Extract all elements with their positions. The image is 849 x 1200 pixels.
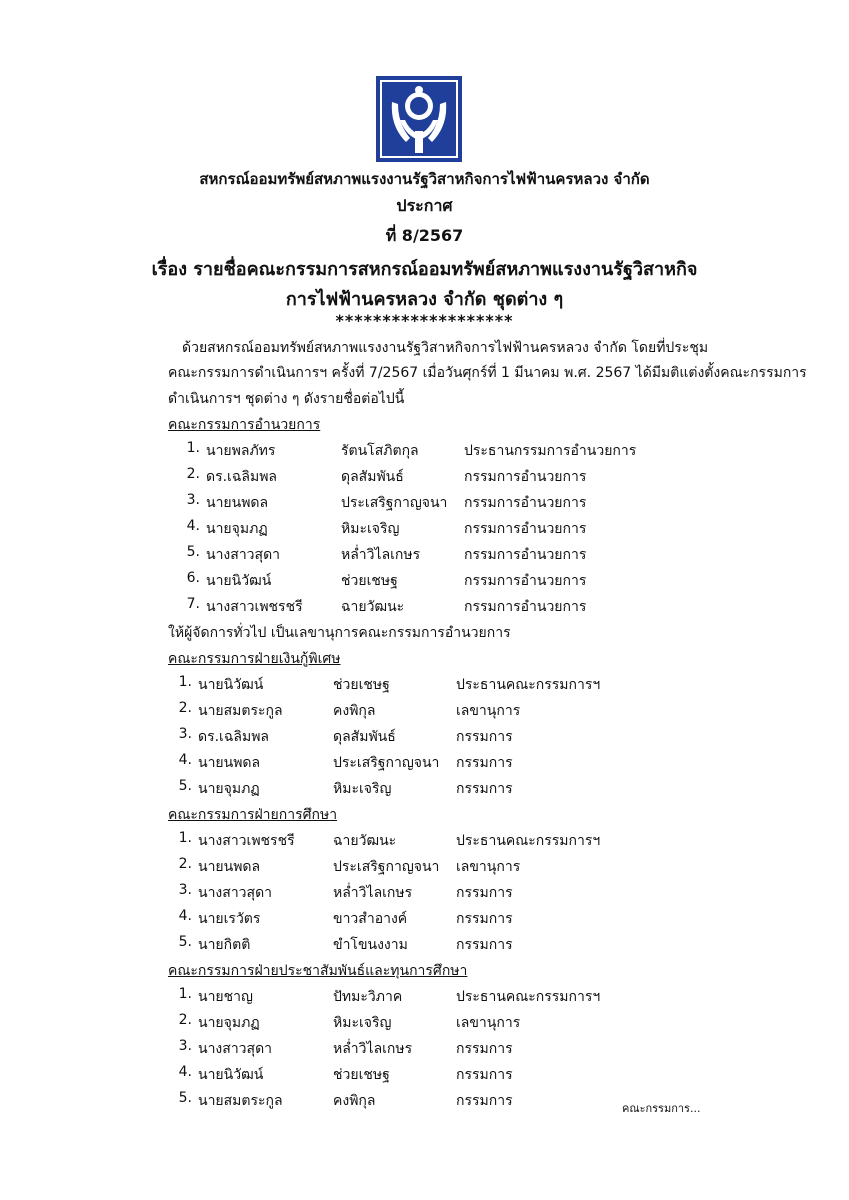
- member-last-name: ช่วยเชษฐ: [333, 677, 390, 693]
- member-last-name: ฉายวัฒนะ: [341, 599, 405, 615]
- member-position: กรรมการอำนวยการ: [464, 469, 587, 485]
- member-number: 1.: [178, 986, 192, 1002]
- member-number: 3.: [186, 492, 200, 508]
- member-position: ประธานคณะกรรมการฯ: [456, 989, 601, 1005]
- member-number: 5.: [178, 1090, 192, 1106]
- member-position: กรรมการ: [456, 911, 513, 927]
- member-position: กรรมการอำนวยการ: [464, 521, 587, 537]
- member-number: 3.: [178, 882, 192, 898]
- member-row: [168, 908, 648, 932]
- member-position: กรรมการ: [456, 937, 513, 953]
- member-first-name: นายจุมภฏ: [198, 781, 260, 797]
- member-row: [176, 596, 656, 620]
- member-first-name: นางสาวสุดา: [198, 885, 273, 901]
- secretary-note: ให้ผู้จัดการทั่วไป เป็นเลขานุการคณะกรรมการอำนวยการ: [168, 625, 511, 641]
- member-last-name: คงพิกุล: [333, 1093, 376, 1109]
- page-continuation: คณะกรรมการ...: [622, 1102, 701, 1115]
- member-position: ประธานคณะกรรมการฯ: [456, 677, 601, 693]
- member-number: 3.: [178, 1038, 192, 1054]
- member-first-name: นายพลภัทร: [206, 443, 276, 459]
- member-row: [176, 570, 656, 594]
- member-row: [168, 674, 648, 698]
- member-row: [168, 882, 648, 906]
- member-position: กรรมการ: [456, 1041, 513, 1057]
- member-position: ประธานกรรมการอำนวยการ: [464, 443, 637, 459]
- member-last-name: ฉายวัฒนะ: [333, 833, 397, 849]
- member-first-name: นายกิตติ: [198, 937, 251, 953]
- member-first-name: นายนิวัฒน์: [206, 573, 272, 589]
- member-last-name: ปัทมะวิภาค: [333, 989, 403, 1005]
- member-number: 5.: [178, 778, 192, 794]
- member-number: 7.: [186, 596, 200, 612]
- member-last-name: รัตนโสภิตกุล: [341, 443, 419, 459]
- member-last-name: ประเสริฐกาญจนา: [341, 495, 448, 511]
- member-number: 3.: [178, 726, 192, 742]
- member-first-name: นายชาญ: [198, 989, 253, 1005]
- member-number: 5.: [186, 544, 200, 560]
- member-position: กรรมการอำนวยการ: [464, 547, 587, 563]
- member-position: กรรมการ: [456, 755, 513, 771]
- member-row: [168, 752, 648, 776]
- member-row: [176, 440, 656, 464]
- member-last-name: ขำโขนงงาม: [333, 937, 408, 953]
- member-first-name: นายสมตระกูล: [198, 1093, 283, 1109]
- member-first-name: นายนพดล: [206, 495, 269, 511]
- member-row: [168, 986, 648, 1010]
- member-first-name: นายจุมภฏ: [198, 1015, 260, 1031]
- member-last-name: ประเสริฐกาญจนา: [333, 755, 440, 771]
- section-title-pr-scholarship: คณะกรรมการฝ่ายประชาสัมพันธ์และทุนการศึกษา: [168, 963, 468, 979]
- section-title-special-loans: คณะกรรมการฝ่ายเงินกู้พิเศษ: [168, 651, 341, 667]
- member-position: เลขานุการ: [456, 859, 521, 875]
- member-first-name: นายนพดล: [198, 755, 261, 771]
- separator-stars: *******************: [335, 311, 514, 330]
- member-row: [176, 544, 656, 568]
- member-position: เลขานุการ: [456, 703, 521, 719]
- section-title-education: คณะกรรมการฝ่ายการศึกษา: [168, 807, 338, 823]
- member-position: กรรมการอำนวยการ: [464, 573, 587, 589]
- member-position: ประธานคณะกรรมการฯ: [456, 833, 601, 849]
- announcement-number: ที่ 8/2567: [385, 226, 464, 245]
- member-first-name: นายนิวัฒน์: [198, 677, 264, 693]
- member-row: [168, 1012, 648, 1036]
- member-row: [168, 700, 648, 724]
- member-number: 1.: [178, 674, 192, 690]
- member-row: [176, 492, 656, 516]
- member-last-name: ดุลสัมพันธ์: [341, 469, 404, 485]
- member-last-name: หิมะเจริญ: [341, 521, 400, 537]
- member-row: [168, 778, 648, 802]
- member-first-name: นายจุมภฏ: [206, 521, 268, 537]
- member-row: [168, 856, 648, 880]
- member-row: [168, 1064, 648, 1088]
- member-position: กรรมการ: [456, 781, 513, 797]
- member-last-name: หิมะเจริญ: [333, 781, 392, 797]
- member-number: 4.: [186, 518, 200, 534]
- member-row: [176, 518, 656, 542]
- member-number: 5.: [178, 934, 192, 950]
- member-last-name: หล่ำวิไลเกษร: [333, 885, 413, 901]
- intro-line-2: คณะกรรมการดำเนินการฯ ครั้งที่ 7/2567 เมื่อวันศุกร์ที่ 1 มีนาคม พ.ศ. 2567 ได้มีมติแต่งตั้งคณะกรรมการ: [168, 365, 807, 381]
- member-number: 1.: [178, 830, 192, 846]
- member-first-name: นายเรวัตร: [198, 911, 261, 927]
- cooperative-logo-icon: [376, 76, 462, 162]
- member-number: 4.: [178, 1064, 192, 1080]
- member-position: กรรมการ: [456, 1067, 513, 1083]
- member-first-name: นางสาวเพชรชรี: [206, 599, 303, 615]
- member-number: 1.: [186, 440, 200, 456]
- member-number: 6.: [186, 570, 200, 586]
- member-last-name: ประเสริฐกาญจนา: [333, 859, 440, 875]
- member-last-name: ช่วยเชษฐ: [341, 573, 398, 589]
- member-last-name: ขาวสำอางค์: [333, 911, 408, 927]
- member-position: กรรมการ: [456, 1093, 513, 1109]
- member-first-name: นายสมตระกูล: [198, 703, 283, 719]
- member-number: 2.: [178, 1012, 192, 1028]
- member-position: กรรมการอำนวยการ: [464, 495, 587, 511]
- member-position: เลขานุการ: [456, 1015, 521, 1031]
- member-number: 2.: [178, 856, 192, 872]
- member-number: 2.: [186, 466, 200, 482]
- member-first-name: นายนิวัฒน์: [198, 1067, 264, 1083]
- member-number: 2.: [178, 700, 192, 716]
- intro-line-3: ดำเนินการฯ ชุดต่าง ๆ ดังรายชื่อต่อไปนี้: [168, 391, 405, 407]
- member-row: [168, 1090, 648, 1114]
- member-first-name: นางสาวสุดา: [198, 1041, 273, 1057]
- member-last-name: หล่ำวิไลเกษร: [341, 547, 421, 563]
- member-first-name: ดร.เฉลิมพล: [198, 729, 269, 745]
- member-row: [168, 726, 648, 750]
- member-row: [176, 466, 656, 490]
- member-number: 4.: [178, 908, 192, 924]
- member-last-name: หล่ำวิไลเกษร: [333, 1041, 413, 1057]
- member-first-name: นางสาวสุดา: [206, 547, 281, 563]
- member-last-name: ช่วยเชษฐ: [333, 1067, 390, 1083]
- subject-line-2: การไฟฟ้านครหลวง จำกัด ชุดต่าง ๆ: [285, 289, 564, 310]
- member-first-name: นายนพดล: [198, 859, 261, 875]
- member-position: กรรมการ: [456, 729, 513, 745]
- member-last-name: คงพิกุล: [333, 703, 376, 719]
- member-position: กรรมการอำนวยการ: [464, 599, 587, 615]
- member-row: [168, 1038, 648, 1062]
- announcement-heading: ประกาศ: [396, 196, 453, 215]
- subject-line-1: เรื่อง รายชื่อคณะกรรมการสหกรณ์ออมทรัพย์สหภาพแรงงานรัฐวิสาหกิจ: [151, 259, 698, 280]
- organization-name: สหกรณ์ออมทรัพย์สหภาพแรงงานรัฐวิสาหกิจการไฟฟ้านครหลวง จำกัด: [199, 170, 650, 188]
- section-title-executive: คณะกรรมการอำนวยการ: [168, 417, 321, 433]
- member-last-name: ดุลสัมพันธ์: [333, 729, 396, 745]
- member-first-name: นางสาวเพชรชรี: [198, 833, 295, 849]
- member-number: 4.: [178, 752, 192, 768]
- member-row: [168, 830, 648, 854]
- intro-line-1: ด้วยสหกรณ์ออมทรัพย์สหภาพแรงงานรัฐวิสาหกิจการไฟฟ้านครหลวง จำกัด โดยที่ประชุม: [182, 340, 709, 356]
- member-row: [168, 934, 648, 958]
- member-first-name: ดร.เฉลิมพล: [206, 469, 277, 485]
- member-last-name: หิมะเจริญ: [333, 1015, 392, 1031]
- member-position: กรรมการ: [456, 885, 513, 901]
